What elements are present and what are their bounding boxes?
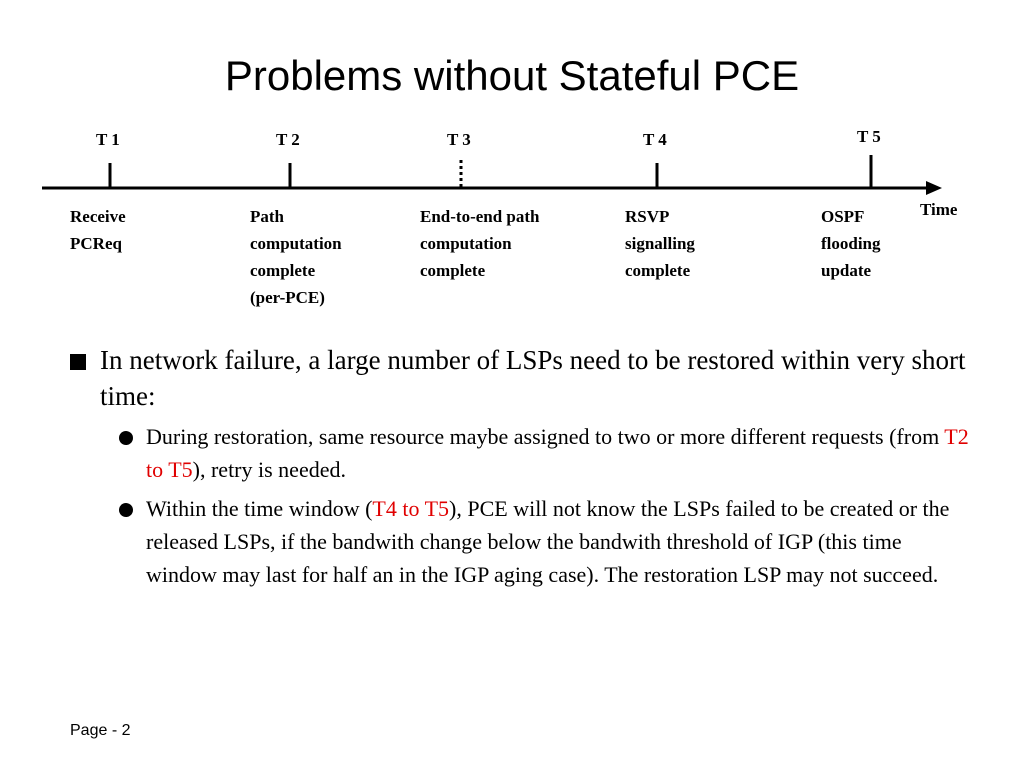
sub-bullet-2 <box>146 492 970 591</box>
event-desc-t5: OSPF flooding update <box>821 207 881 280</box>
sub-bullet-1-text: During restoration, same resource maybe assigned to two or more different requests (from <box>146 424 945 449</box>
timeline-axis-label: Time <box>920 200 958 219</box>
sub-bullet-2-highlight: T4 to T5 <box>372 496 450 521</box>
tick-label-t5: T 5 <box>857 127 881 146</box>
event-desc-t2: Path computation complete (per-PCE) <box>250 207 342 307</box>
round-bullet-icon <box>119 431 133 445</box>
event-desc-t4: RSVP signalling complete <box>625 207 695 280</box>
sub-bullet-2-text-end: ), PCE will not know the LSPs failed to be created or the released LSPs, if the bandwith change below the bandwith threshold of IGP (this time window may last for half an in the IGP aging case). The restoration LSP may not succeed. <box>146 496 950 587</box>
tick-label-t3: T 3 <box>447 130 471 149</box>
bullet-main <box>70 342 970 414</box>
slide-title: Problems without Stateful PCE <box>224 52 800 99</box>
bullet-main-text: In network failure, a large number of LSPs need to be restored within very short time: <box>100 345 966 411</box>
page-number: Page - 2 <box>70 722 131 739</box>
bullet-list <box>70 342 970 591</box>
sub-bullet-1 <box>146 420 970 486</box>
round-bullet-icon <box>119 503 133 517</box>
tick-label-t1: T 1 <box>96 130 120 149</box>
event-desc-t1: Receive PCReq <box>70 207 126 253</box>
sub-bullet-2-text: Within the time window ( <box>146 496 373 521</box>
sub-bullet-1-highlight: T2 to T5 <box>146 424 969 482</box>
tick-label-t2: T 2 <box>276 130 300 149</box>
sub-bullet-1-text-end: ), retry is needed. <box>192 457 346 482</box>
timeline-arrowhead <box>926 181 942 195</box>
tick-label-t4: T 4 <box>643 130 667 149</box>
square-bullet-icon <box>70 354 86 370</box>
event-desc-t3: End-to-end path computation complete <box>420 207 540 280</box>
